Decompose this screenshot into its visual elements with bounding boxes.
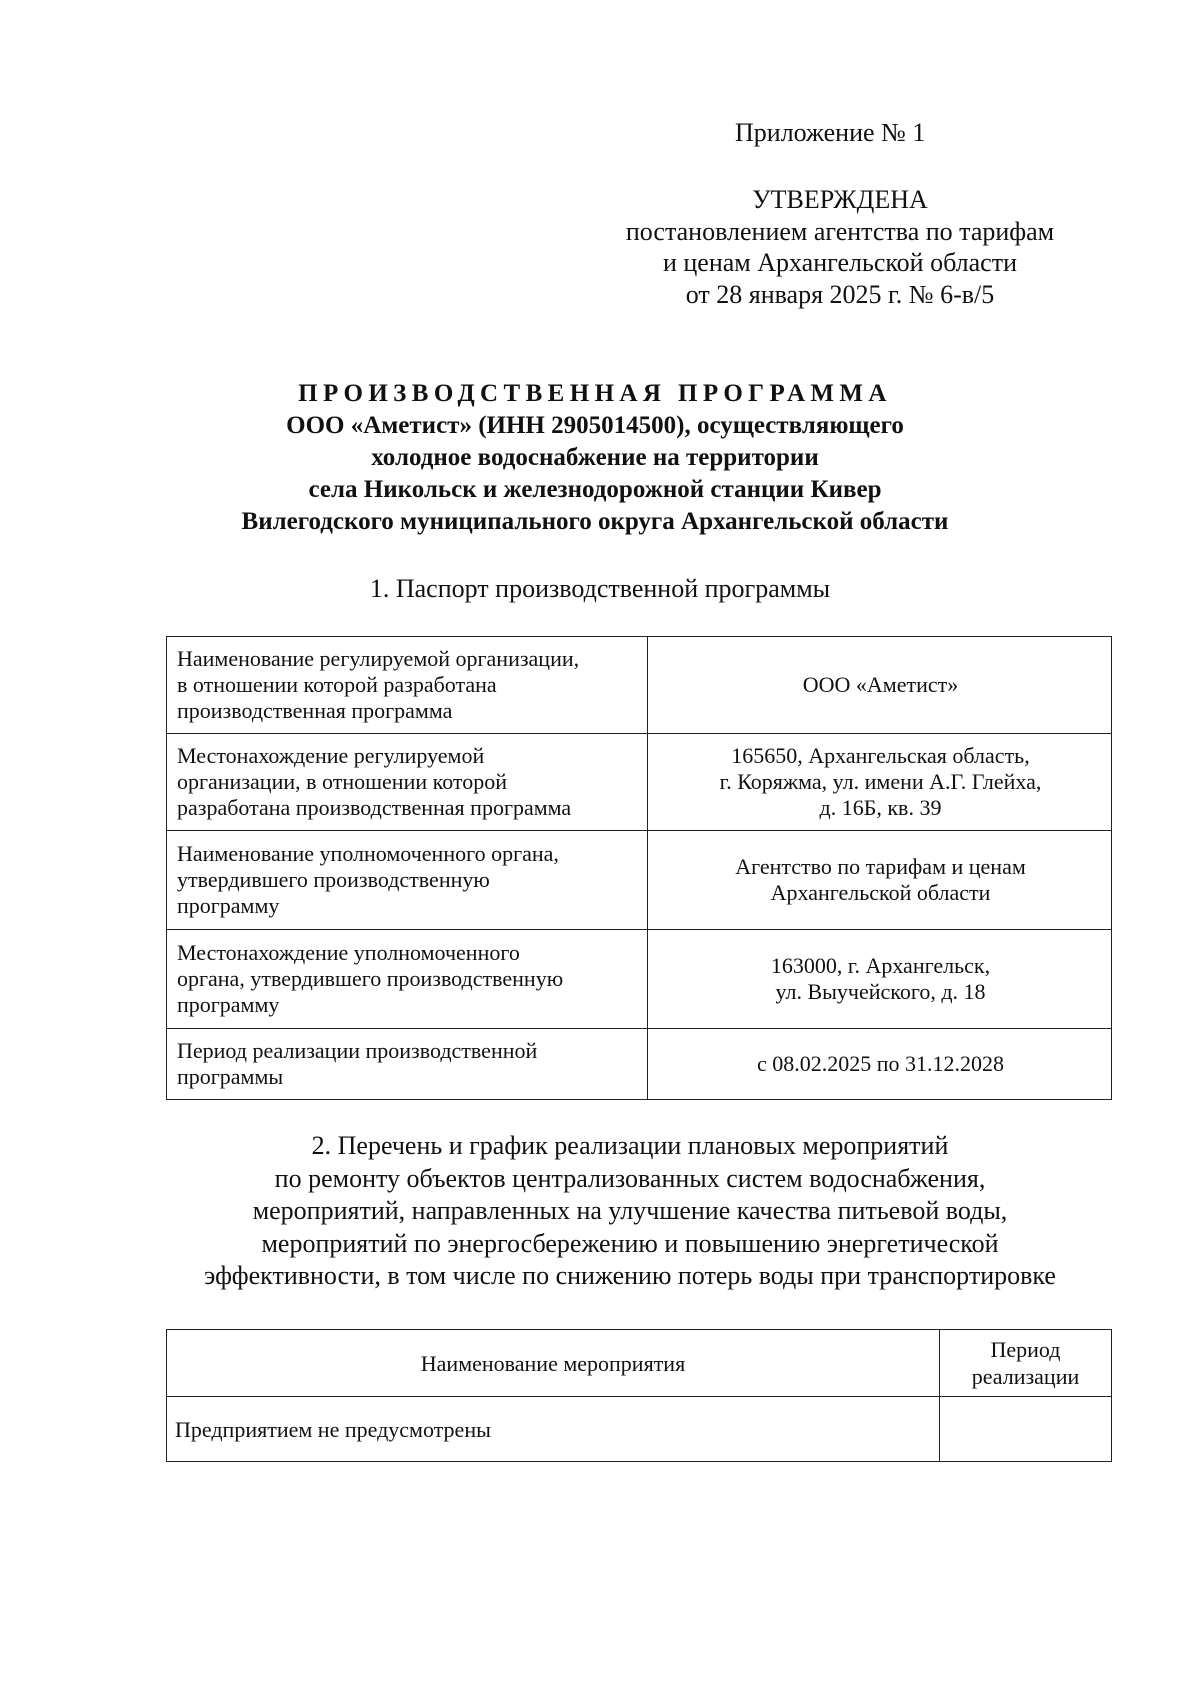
- cell-line: Период реализации производственной: [177, 1038, 538, 1063]
- passport-label: [167, 831, 648, 930]
- passport-value: [648, 831, 1112, 930]
- approval-line: от 28 января 2025 г. № 6-в/5: [685, 279, 995, 309]
- column-header-period: [940, 1330, 1112, 1397]
- heading-line: 2. Перечень и график реализации плановых мероприятий: [311, 1131, 949, 1160]
- cell-line: разработана производственная программа: [177, 795, 572, 820]
- title-line: холодное водоснабжение на территории: [371, 444, 819, 471]
- event-period-cell: [940, 1397, 1112, 1462]
- column-header-name: Наименование мероприятия: [167, 1330, 940, 1397]
- appendix-label: Приложение № 1: [735, 118, 926, 147]
- cell-line: ул. Выучейского, д. 18: [775, 979, 986, 1004]
- heading-line: эффективности, в том числе по снижению потерь воды при транспортировке: [204, 1261, 1056, 1290]
- section2-heading: [160, 1130, 1100, 1293]
- passport-label: [167, 734, 648, 831]
- cell-line: 163000, г. Архангельск,: [770, 953, 991, 978]
- cell-line: г. Коряжма, ул. имени А.Г. Глейха,: [719, 769, 1042, 794]
- cell-line: реализации: [971, 1364, 1080, 1389]
- cell-line: Наименование регулируемой организации,: [177, 646, 580, 671]
- title-line: села Никольск и железнодорожной станции Кивер: [308, 476, 882, 503]
- cell-line: Наименование уполномоченного органа,: [177, 841, 559, 866]
- table-row: [167, 1029, 1112, 1100]
- event-name-cell: Предприятием не предусмотрены: [167, 1397, 940, 1462]
- title-line: Вилегодского муниципального округа Архангельской области: [241, 508, 949, 535]
- passport-value: [648, 1029, 1112, 1100]
- passport-label: [167, 930, 648, 1029]
- approval-line: и ценам Архангельской области: [662, 248, 1018, 277]
- cell-line: в отношении которой разработана: [177, 672, 497, 697]
- cell-line: Архангельской области: [770, 880, 991, 905]
- passport-label: [167, 637, 648, 734]
- cell-line: д. 16Б, кв. 39: [819, 795, 942, 820]
- passport-label: [167, 1029, 648, 1100]
- cell-line: ООО «Аметист»: [802, 672, 959, 697]
- approval-line: постановлением агентства по тарифам: [625, 216, 1055, 246]
- title-main: ПРОИЗВОДСТВЕННАЯ ПРОГРАММА: [298, 380, 892, 407]
- cell-line: Агентство по тарифам и ценам: [735, 854, 1026, 879]
- cell-line: утвердившего производственную: [177, 867, 490, 892]
- cell-line: органа, утвердившего производственную: [177, 966, 564, 991]
- table-row: [167, 831, 1112, 930]
- approval-line: УТВЕРЖДЕНА: [752, 185, 928, 214]
- table-row: [167, 734, 1112, 831]
- events-table: [166, 1329, 1112, 1462]
- cell-line: Местонахождение уполномоченного: [177, 940, 520, 965]
- document-title: [180, 378, 1010, 538]
- heading-line: мероприятий по энергосбережению и повышению энергетической: [261, 1228, 999, 1258]
- cell-line: Местонахождение регулируемой: [177, 743, 485, 768]
- heading-line: по ремонту объектов централизованных систем водоснабжения,: [274, 1163, 986, 1193]
- passport-value: [648, 734, 1112, 831]
- section1-heading: 1. Паспорт производственной программы: [369, 574, 831, 603]
- table-header-row: [167, 1330, 1112, 1397]
- passport-table: [166, 636, 1112, 1100]
- table-row: [167, 637, 1112, 734]
- table-row: [167, 930, 1112, 1029]
- cell-line: программу: [177, 893, 280, 918]
- passport-value: [648, 930, 1112, 1029]
- cell-line: 165650, Архангельская область,: [731, 743, 1030, 768]
- cell-line: программы: [177, 1064, 284, 1089]
- cell-line: программу: [177, 992, 280, 1017]
- cell-line: организации, в отношении которой: [177, 769, 507, 794]
- approval-stamp: [590, 184, 1090, 310]
- cell-line: с 08.02.2025 по 31.12.2028: [756, 1051, 1005, 1076]
- passport-value: [648, 637, 1112, 734]
- cell-line: производственная программа: [177, 698, 453, 723]
- table-row: [167, 1397, 1112, 1462]
- heading-line: мероприятий, направленных на улучшение качества питьевой воды,: [252, 1196, 1008, 1225]
- title-line: ООО «Аметист» (ИНН 2905014500), осуществляющего: [286, 412, 904, 439]
- cell-line: Период: [990, 1337, 1061, 1362]
